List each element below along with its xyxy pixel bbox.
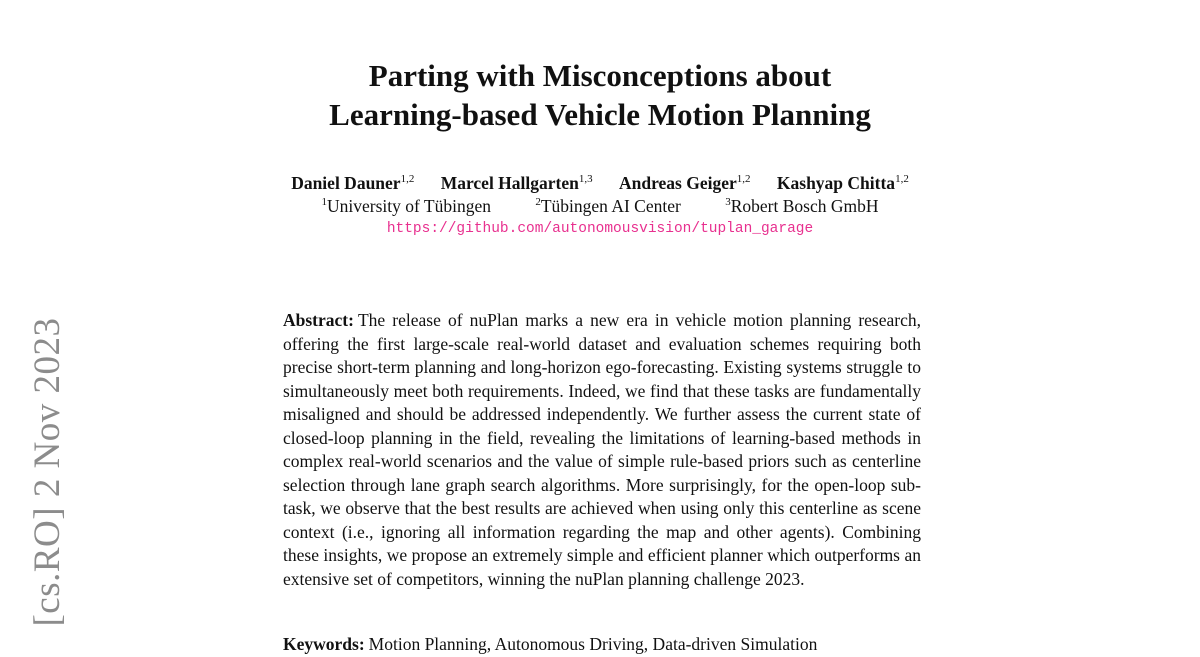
author-affiliation-marker: 1,2 bbox=[400, 173, 415, 185]
author-item bbox=[777, 173, 909, 193]
author-affiliation-marker: 1,2 bbox=[736, 173, 751, 185]
keywords-label: Keywords: bbox=[283, 634, 365, 654]
keywords-line bbox=[283, 633, 921, 657]
paper-title bbox=[0, 56, 1200, 134]
abstract-label: Abstract: bbox=[283, 310, 354, 330]
author-list bbox=[0, 172, 1200, 194]
affiliation-name: Robert Bosch GmbH bbox=[730, 196, 879, 216]
author-item bbox=[619, 173, 751, 193]
abstract-paragraph bbox=[283, 309, 921, 591]
affiliation-number: 3 bbox=[725, 196, 731, 208]
affiliation-list bbox=[0, 195, 1200, 217]
repository-link[interactable]: https://github.com/autonomousvision/tuplan_garage bbox=[386, 221, 814, 237]
author-name: Marcel Hallgarten bbox=[440, 173, 579, 193]
affiliation-number: 1 bbox=[321, 196, 328, 208]
author-name: Kashyap Chitta bbox=[776, 173, 896, 193]
affiliation-name: Tübingen AI Center bbox=[540, 196, 681, 216]
keywords-text: Motion Planning, Autonomous Driving, Data-driven Simulation bbox=[368, 634, 818, 654]
affiliation-item bbox=[535, 196, 680, 216]
author-item bbox=[441, 173, 593, 193]
author-name: Daniel Dauner bbox=[291, 173, 401, 193]
affiliation-item bbox=[725, 196, 878, 216]
affiliation-item bbox=[322, 196, 491, 216]
affiliation-number: 2 bbox=[535, 196, 541, 208]
paper-title-line-1: Parting with Misconceptions about bbox=[368, 58, 832, 93]
author-item bbox=[291, 173, 414, 193]
arxiv-identifier-stamp: [cs.RO] 2 Nov 2023 bbox=[27, 317, 68, 627]
author-name: Andreas Geiger bbox=[618, 173, 737, 193]
paper-title-line-2: Learning-based Vehicle Motion Planning bbox=[329, 97, 871, 132]
author-affiliation-marker: 1,3 bbox=[578, 173, 593, 185]
author-affiliation-marker: 1,2 bbox=[895, 173, 909, 185]
abstract-text: The release of nuPlan marks a new era in vehicle motion planning research, offering the first large-scale real-world dataset and evaluation schemes requiring both precise short-term planning and long-horizon ego-forecasting. Existing systems struggle to simultaneously meet both requirements. Indeed, we find that these tasks are fundamentally misaligned and should be addressed independently. We further assess the current state of closed-loop planning in the field, revealing the limitations of learning-based methods in complex real-world scenarios and the value of simple rule-based priors such as centerline selection through lane graph search algorithms. More surprisingly, for the open-loop sub-task, we observe that the best results are achieved when using only this centerline as scene context (i.e., ignoring all information regarding the map and other agents). Combining these insights, we propose an extremely simple and efficient planner which outperforms an extensive set of competitors, winning the nuPlan planning challenge 2023. bbox=[283, 310, 921, 589]
affiliation-name: University of Tübingen bbox=[327, 196, 491, 216]
